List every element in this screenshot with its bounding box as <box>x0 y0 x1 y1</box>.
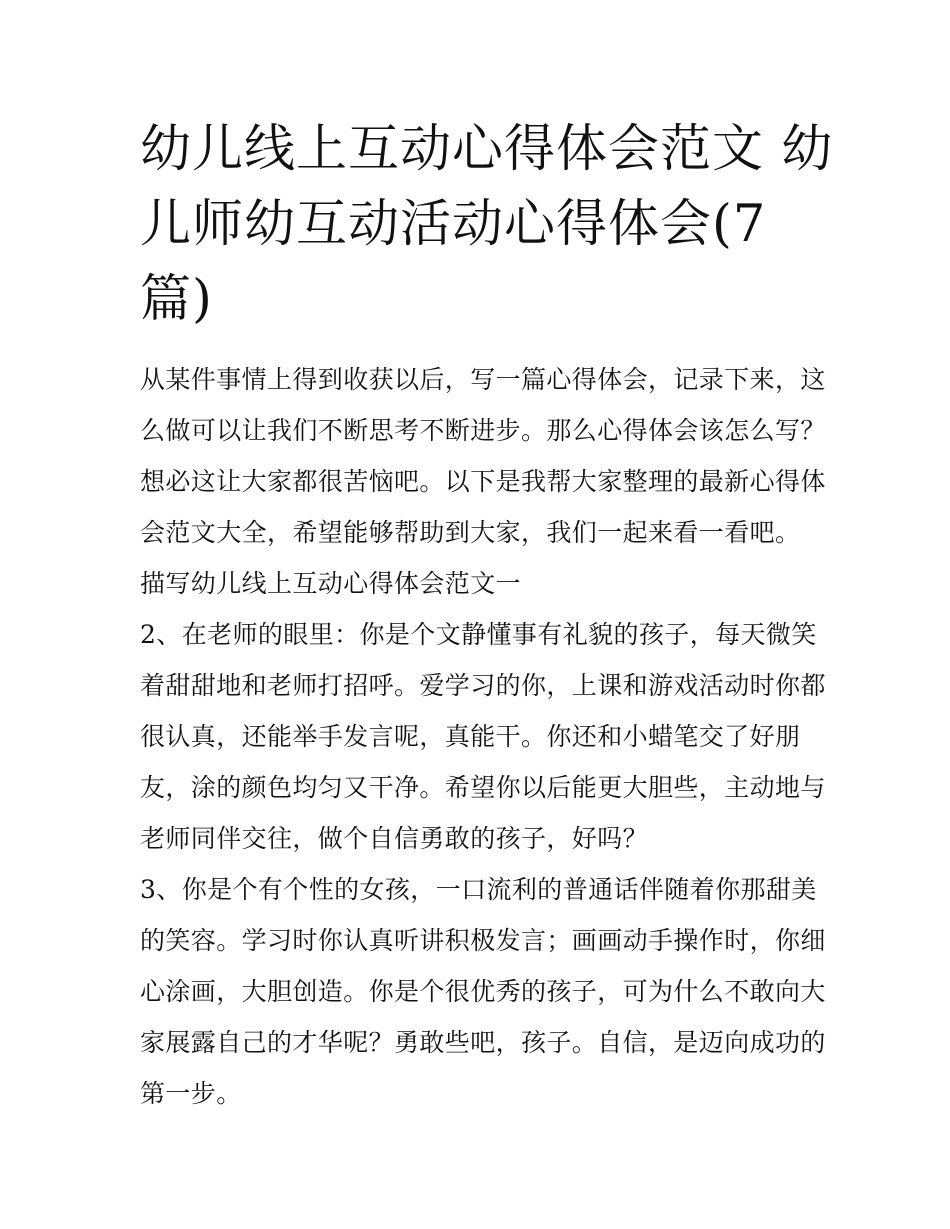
document-title <box>140 112 834 337</box>
title-line: 儿师幼互动活动心得体会(7 <box>140 195 767 254</box>
section-heading <box>140 558 820 609</box>
text-line: 家展露自己的才华呢？勇敢些吧，孩子。自信，是迈向成功的 <box>140 1028 826 1057</box>
title-line: 篇) <box>140 270 213 329</box>
text-line: 友，涂的颜色均匀又干净。希望你以后能更大胆些，主动地与 <box>140 773 826 802</box>
comment-paragraph-2 <box>140 609 826 864</box>
text-line: 心涂画，大胆创造。你是个很优秀的孩子，可为什么不敢向大 <box>140 977 826 1006</box>
text-line: 着甜甜地和老师打招呼。爱学习的你，上课和游戏活动时你都 <box>140 671 826 700</box>
text-line: 描写幼儿线上互动心得体会范文一 <box>140 569 522 598</box>
text-line: 第一步。 <box>140 1079 242 1108</box>
document-body <box>140 354 826 1119</box>
text-line: 很认真，还能举手发言呢，真能干。你还和小蜡笔交了好朋 <box>140 722 801 751</box>
text-line: 从某件事情上得到收获以后，写一篇心得体会，记录下来，这 <box>140 365 826 394</box>
text-line: 的笑容。学习时你认真听讲积极发言；画画动手操作时，你细 <box>140 926 826 955</box>
text-line: 想必这让大家都很苦恼吧。以下是我帮大家整理的最新心得体 <box>140 467 826 496</box>
comment-paragraph-3 <box>140 864 826 1119</box>
text-line: 么做可以让我们不断思考不断进步。那么心得体会该怎么写？ <box>140 416 826 445</box>
title-line: 幼儿线上互动心得体会范文 幼 <box>140 120 834 179</box>
text-line: 会范文大全，希望能够帮助到大家，我们一起来看一看吧。 <box>140 518 801 547</box>
text-line: 2、在老师的眼里：你是个文静懂事有礼貌的孩子，每天微笑 <box>140 620 817 649</box>
intro-paragraph <box>140 354 826 558</box>
text-line: 3、你是个有个性的女孩，一口流利的普通话伴随着你那甜美 <box>140 875 817 904</box>
text-line: 老师同伴交往，做个自信勇敢的孩子，好吗？ <box>140 824 649 853</box>
